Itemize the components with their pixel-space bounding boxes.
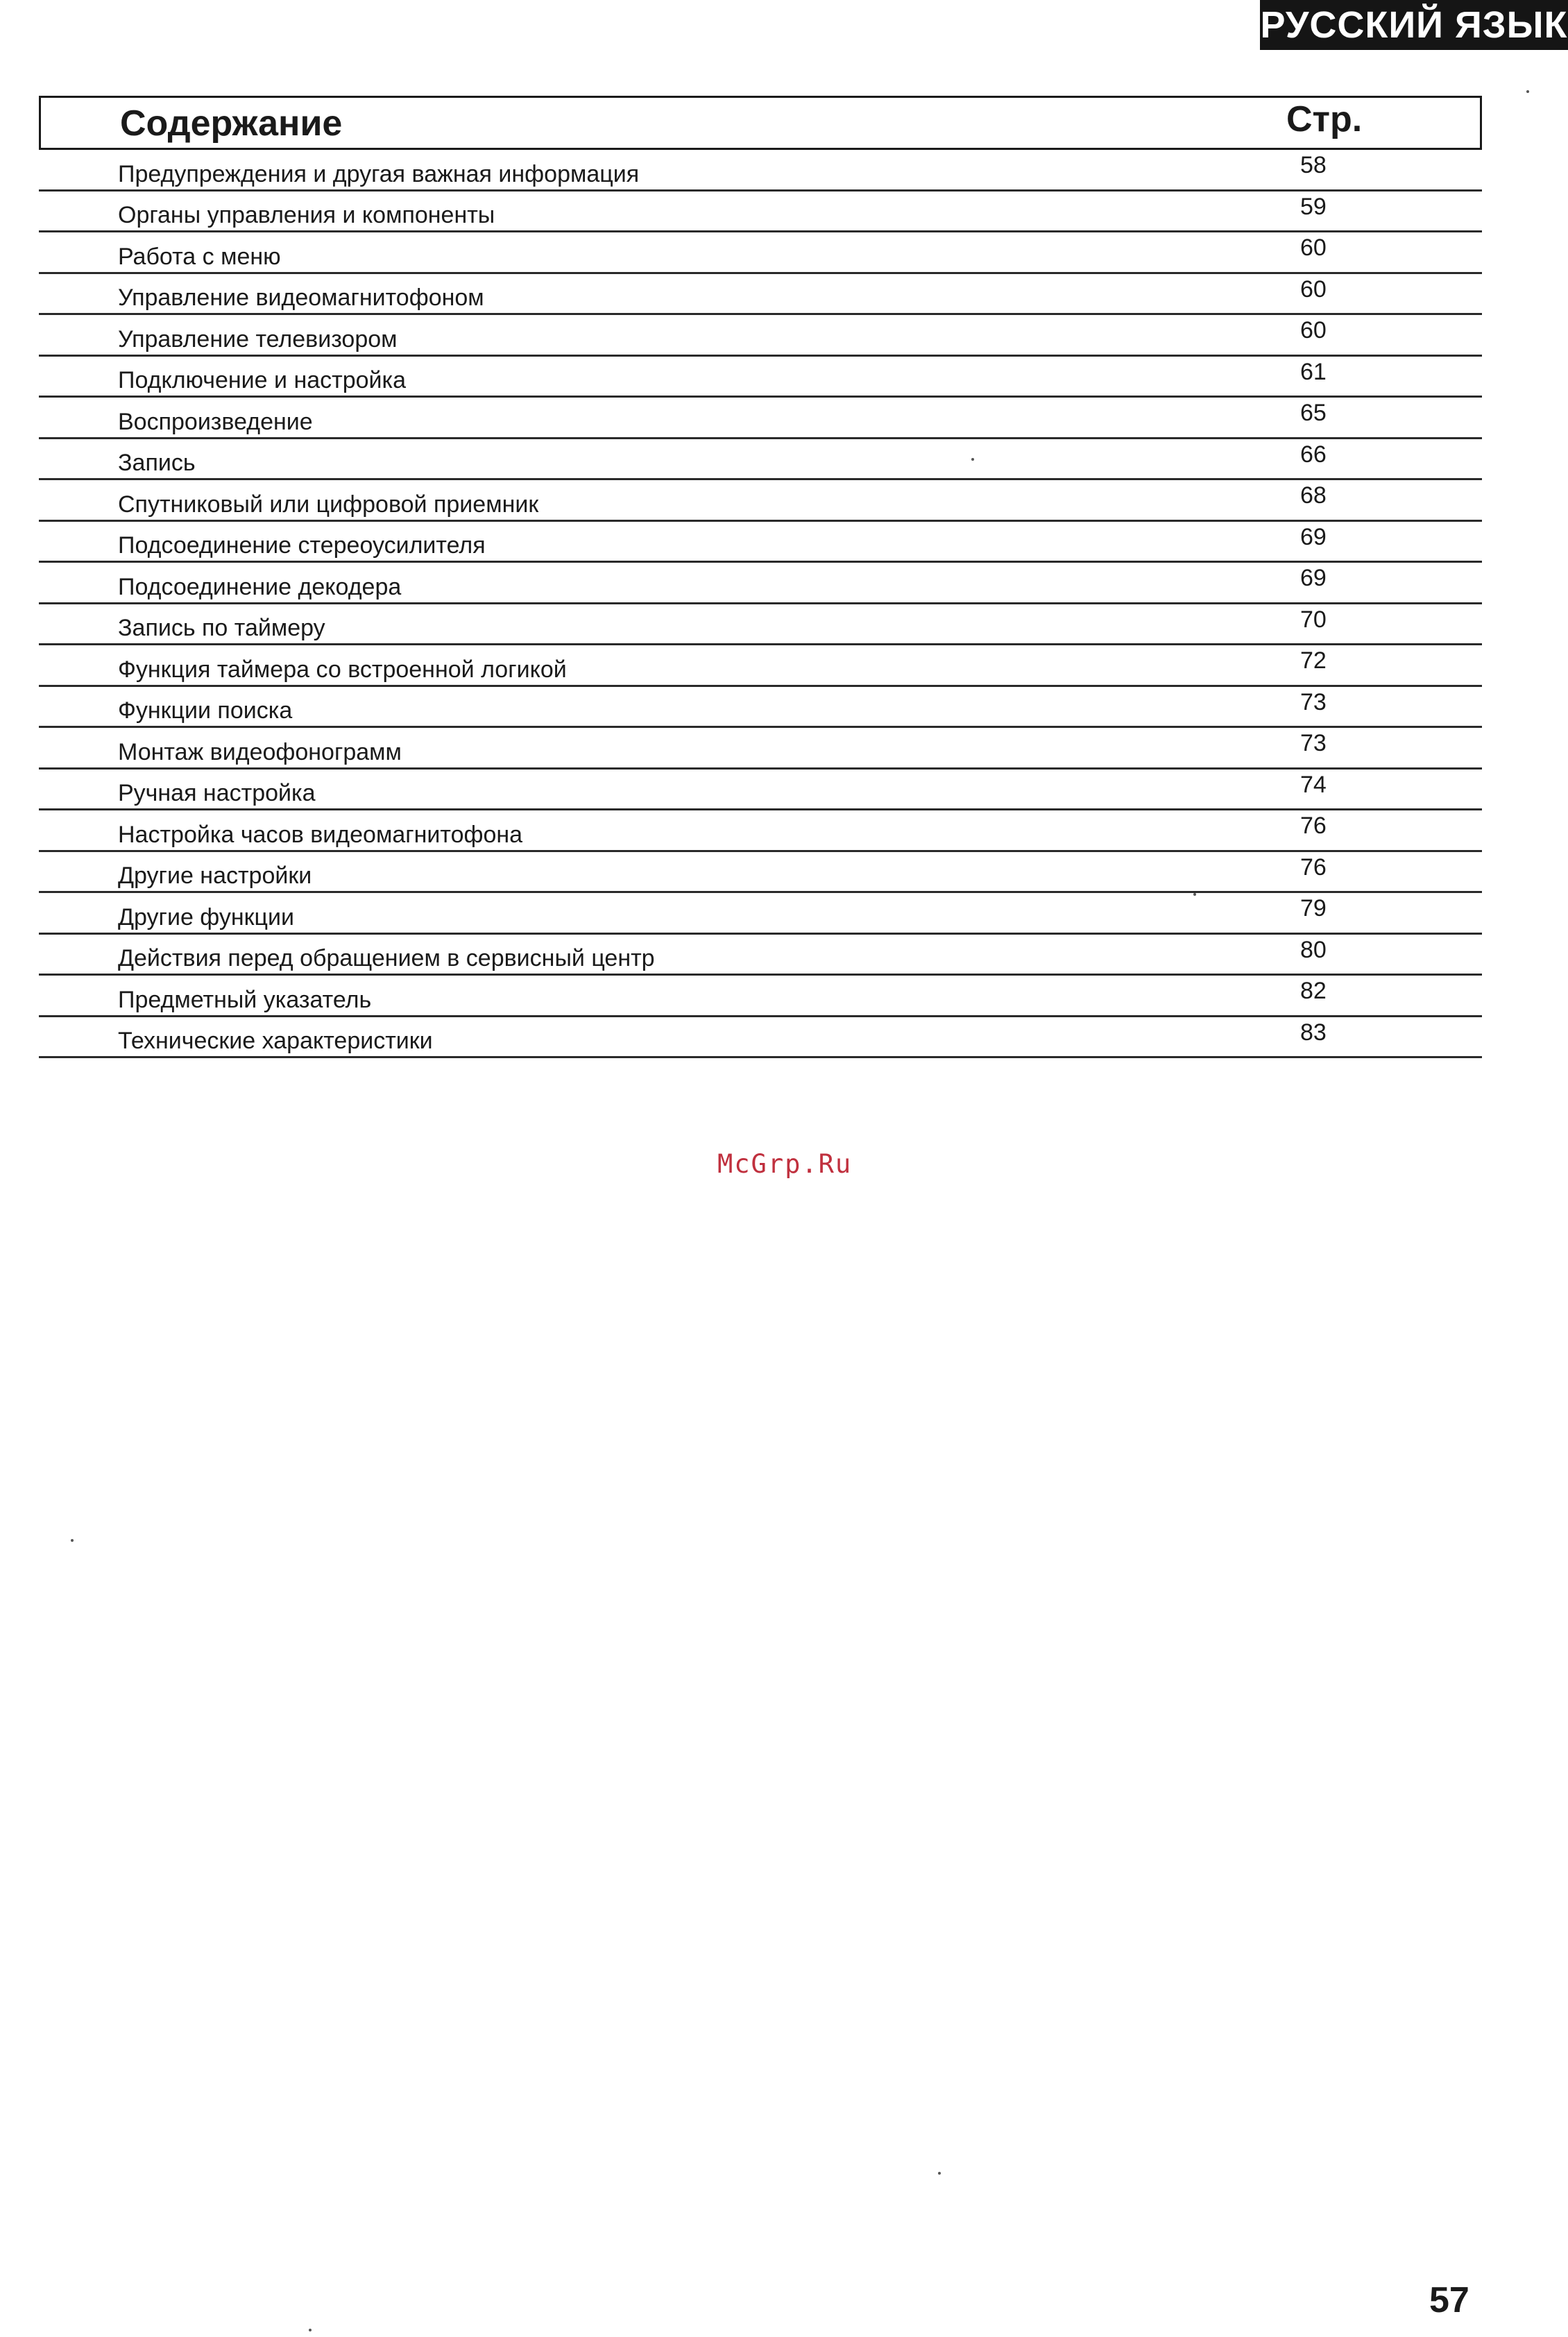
toc-row <box>39 645 1482 687</box>
toc-entry-title: Управление видеомагнитофоном <box>118 284 484 311</box>
toc-row <box>39 398 1482 439</box>
watermark: McGrp.Ru <box>717 1149 853 1179</box>
toc-row <box>39 522 1482 563</box>
toc-entry-title: Технические характеристики <box>118 1028 433 1054</box>
toc-entry-page: 65 <box>1300 400 1327 426</box>
scan-speck <box>1193 893 1196 896</box>
toc-entry-page: 58 <box>1300 152 1327 178</box>
toc-entry-page: 76 <box>1300 853 1327 881</box>
toc-list <box>39 150 1482 1058</box>
scan-speck <box>309 2329 312 2331</box>
toc-row <box>39 480 1482 522</box>
scan-speck <box>971 458 974 461</box>
toc-row <box>39 232 1482 274</box>
scan-speck <box>71 1539 74 1542</box>
toc-entry-title: Другие функции <box>118 903 295 930</box>
toc-header <box>39 96 1482 150</box>
toc-row <box>39 976 1482 1017</box>
toc-entry-page: 60 <box>1300 317 1327 343</box>
toc-row <box>39 810 1482 852</box>
toc-entry-title: Управление телевизором <box>118 325 398 352</box>
toc-entry-title: Запись <box>118 450 196 476</box>
toc-row <box>39 687 1482 729</box>
toc-entry-page: 73 <box>1300 730 1327 756</box>
toc-entry-page: 80 <box>1300 936 1327 963</box>
toc-entry-title: Другие настройки <box>118 862 312 889</box>
toc-title: Содержание <box>120 103 343 144</box>
toc-entry-title: Монтаж видеофонограмм <box>118 738 402 765</box>
toc-entry-title: Подсоединение стереоусилителя <box>118 532 486 559</box>
toc-row <box>39 935 1482 976</box>
toc-row <box>39 893 1482 935</box>
toc-entry-page: 72 <box>1300 647 1327 674</box>
table-of-contents <box>39 96 1482 1058</box>
language-tab: РУССКИЙ ЯЗЫК <box>1260 0 1568 50</box>
toc-entry-title: Запись по таймеру <box>118 615 325 641</box>
toc-entry-title: Подключение и настройка <box>118 367 407 393</box>
toc-entry-title: Спутниковый или цифровой приемник <box>118 491 539 518</box>
toc-row <box>39 315 1482 357</box>
toc-entry-title: Предупреждения и другая важная информация <box>118 160 640 187</box>
toc-entry-page: 70 <box>1300 606 1327 633</box>
toc-row <box>39 439 1482 481</box>
toc-entry-title: Настройка часов видеомагнитофона <box>118 821 523 848</box>
toc-entry-title: Предметный указатель <box>118 986 372 1013</box>
toc-entry-page: 82 <box>1300 978 1327 1004</box>
toc-row <box>39 357 1482 398</box>
toc-row <box>39 604 1482 646</box>
toc-entry-page: 61 <box>1300 358 1327 385</box>
toc-entry-page: 69 <box>1300 523 1327 550</box>
toc-entry-page: 59 <box>1300 193 1327 220</box>
toc-row <box>39 192 1482 233</box>
scan-speck <box>938 2172 941 2175</box>
toc-entry-title: Работа с меню <box>118 243 281 270</box>
toc-entry-page: 76 <box>1300 813 1327 839</box>
toc-entry-title: Подсоединение декодера <box>118 573 402 600</box>
toc-entry-title: Функции поиска <box>118 697 293 724</box>
toc-entry-page: 66 <box>1300 441 1327 468</box>
toc-row <box>39 563 1482 604</box>
toc-entry-title: Воспроизведение <box>118 408 313 435</box>
toc-entry-page: 83 <box>1300 1019 1327 1046</box>
toc-row <box>39 728 1482 770</box>
toc-entry-page: 73 <box>1300 688 1327 715</box>
toc-entry-title: Ручная настройка <box>118 780 316 806</box>
toc-row <box>39 770 1482 811</box>
toc-row <box>39 150 1482 192</box>
toc-entry-page: 68 <box>1300 482 1327 509</box>
toc-entry-page: 60 <box>1300 235 1327 261</box>
toc-entry-page: 69 <box>1300 565 1327 591</box>
toc-entry-page: 79 <box>1300 895 1327 921</box>
toc-row <box>39 274 1482 316</box>
scan-speck <box>1526 90 1529 93</box>
toc-row <box>39 852 1482 894</box>
page-number: 57 <box>1429 2280 1469 2320</box>
toc-entry-page: 74 <box>1300 771 1327 798</box>
toc-entry-title: Органы управления и компоненты <box>118 202 495 228</box>
toc-row <box>39 1017 1482 1059</box>
toc-page-column-header: Стр. <box>1286 99 1363 139</box>
toc-entry-page: 60 <box>1300 275 1327 303</box>
toc-entry-title: Функция таймера со встроенной логикой <box>118 656 567 683</box>
toc-entry-title: Действия перед обращением в сервисный центр <box>118 945 655 971</box>
